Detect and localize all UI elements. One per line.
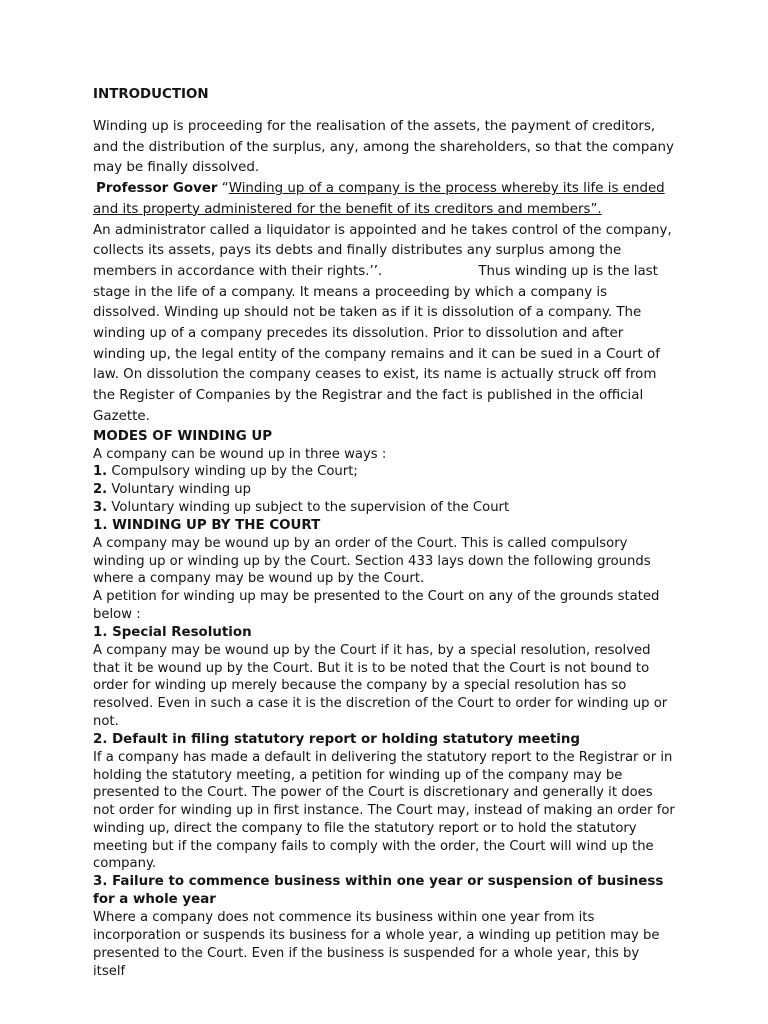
quote-text: Winding up of a company is the process whereby its life is ended and its property administered for the benefit of its creditors and members”. [93, 181, 665, 217]
list-item-text: Voluntary winding up subject to the supervision of the Court [107, 499, 510, 515]
administrator-text: An administrator called a liquidator is appointed and he takes control of the company, collects its assets, pays its debts and finally distributes any surplus among the members in accordance with their rights.’’. [93, 222, 672, 279]
ground-paragraph: A company may be wound up by the Court if it has, by a special resolution, resolved that it be wound up by the Court. But it is to be noted that the Court is not bound to order for winding up merely because the company by a special resolution has so resolved. Even in such a case it is the discretion of the Court to order for winding up or not. [93, 642, 668, 729]
list-item-text: Voluntary winding up [107, 482, 251, 498]
list-item [93, 463, 675, 481]
ground-heading: 3. Failure to commence business within one year or suspension of business for a whole year [93, 874, 664, 908]
ground-paragraph: If a company has made a default in delivering the statutory report to the Registrar or in holding the statutory meeting, a petition for winding up of the company may be presented to the Court. The power of the Court is discretionary and generally it does not order for winding up in first instance. The Court may, instead of making an order for winding up, direct the company to file the statutory report or to hold the statutory meeting but if the company fails to comply with the order, the Court will wind up the company. [93, 749, 675, 872]
court-heading: 1. WINDING UP BY THE COURT [93, 517, 321, 533]
quote-author: Professor Gover [96, 181, 218, 197]
list-item-number: 2. [93, 482, 108, 498]
thus-text: Thus winding up is the last stage in the life of a company. It means a proceeding by which a company is dissolved. Winding up should not be taken as if it is dissolution of a company. The winding up of a company precedes its dissolution. Prior to dissolution and after winding up, the legal entity of the company remains and it can be sued in a Court of law. On dissolution the company ceases to exist, its name is actually struck off from the Register of Companies by the Registrar and the fact is published in the official Gazette. [93, 263, 660, 424]
page-title: INTRODUCTION [93, 87, 209, 102]
administrator-paragraph [93, 221, 675, 428]
modes-heading: MODES OF WINDING UP [93, 428, 273, 444]
intro-paragraph: Winding up is proceeding for the realisation of the assets, the payment of creditors, and the distribution of the surplus, any, among the shareholders, so that the company may be finally dissolved. [93, 119, 674, 176]
list-item [93, 481, 675, 499]
list-item-number: 3. [93, 499, 108, 515]
ground-heading: 2. Default in filing statutory report or holding statutory meeting [93, 731, 580, 747]
document-body [93, 86, 675, 980]
list-item [93, 499, 675, 517]
quote-open-mark: “ [217, 181, 229, 197]
quote-paragraph [93, 179, 675, 220]
court-paragraph: A company may be wound up by an order of the Court. This is called compulsory winding up or winding up by the Court. Section 433 lays down the following grounds where a company may be wound up by the Court. [93, 535, 651, 587]
list-item-number: 1. [93, 464, 108, 480]
modes-intro: A company can be wound up in three ways : [93, 446, 387, 462]
list-item-text: Compulsory winding up by the Court; [107, 464, 358, 480]
petition-paragraph: A petition for winding up may be presented to the Court on any of the grounds stated below : [93, 589, 660, 622]
ground-heading: 1. Special Resolution [93, 624, 252, 640]
ground-paragraph: Where a company does not commence its business within one year from its incorporation or suspends its business for a whole year, a winding up petition may be presented to the Court. Even if the business is suspended for a whole year, this by itself [93, 910, 660, 979]
